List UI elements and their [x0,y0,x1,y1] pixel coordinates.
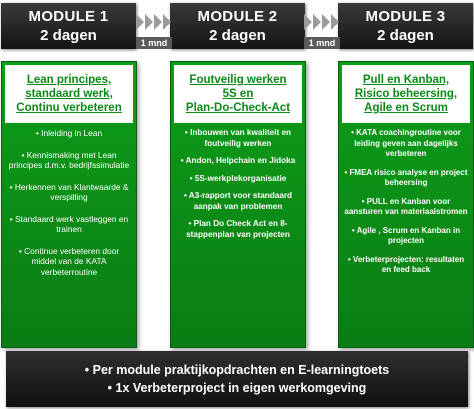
list-item: • PULL en Kanban voor aansturen van materiaalstromen [344,196,468,216]
chevron-arrows-icon [136,12,172,32]
focus-line: Lean principes, [26,74,112,86]
list-item: • Verbeterprojecten: resultaten en feed back [347,254,465,274]
list-item: • Inbouwen van kwaliteit en foutveilig werken [184,128,292,148]
focus-line: 5S en [222,88,254,100]
footer-line-1: • Per module praktijkopdrachten en E-learningtoets [84,363,390,377]
list-item: • Kennismaking met Lean principes d.m.v. bedrijfssimulatie [8,149,130,170]
list-item: • Agile , Scrum en Kanban in projecten [351,225,461,245]
module-1-header [1,3,136,49]
connector-1-label: 1 mnd [136,37,172,49]
module-1-items [6,128,132,343]
chevron-arrows-icon [304,12,340,32]
list-item: • 5S-werkplekorganisatie [189,173,287,183]
focus-line: standaard werk, [25,88,113,100]
list-item: • KATA coachingroutine voor leiding geven aan dagelijks verbeteren [351,128,461,158]
module-2-header [170,3,305,49]
module-3-header [338,3,473,49]
module-3-items [343,128,469,343]
list-item: • A3-rapport voor standaard aanpak van problemen [183,191,293,211]
focus-line: Agile en Scrum [364,102,448,114]
list-item: • Herkennen van Klantwaarde & verspilling [9,181,129,202]
module-2-panel [170,61,306,348]
focus-line: Risico beheersing, [354,88,458,100]
module-3-panel [338,61,474,348]
list-item: • Plan Do Check Act en 8-stappenplan van projecten [186,219,290,239]
list-item: • Standaard werk vastleggen en trainen [9,213,129,234]
module-2-focus [174,65,302,123]
module-1-panel [1,61,137,348]
module-1-title: MODULE 1 [28,8,109,25]
list-item: • Inleiding in Lean [35,128,103,138]
focus-line: Foutveilig werken [189,74,287,86]
module-3-title: MODULE 3 [365,8,446,25]
module-1-duration: 2 dagen [40,27,97,44]
connector-2 [304,12,340,60]
list-item: • FMEA risico analyse en project beheersing [344,167,468,187]
footer-bar [6,351,468,407]
list-item: • Continue verbeteren door middel van de KATA verbeterroutine [18,245,120,277]
module-2-items [175,128,301,343]
focus-line: Plan-Do-Check-Act [185,102,291,114]
module-3-focus [342,65,470,123]
focus-line: Continu verbeteren [16,102,122,114]
module-3-duration: 2 dagen [377,27,434,44]
list-item: • Andon, Helpchain en Jidoka [180,156,296,165]
module-2-duration: 2 dagen [209,27,266,44]
footer-line-2: • 1x Verbeterproject in eigen werkomgeving [107,381,367,395]
module-1-focus [5,65,133,123]
connector-1 [136,12,172,60]
focus-line: Pull en Kanban, [362,74,450,86]
module-2-title: MODULE 2 [197,8,278,25]
connector-2-label: 1 mnd [304,37,340,49]
